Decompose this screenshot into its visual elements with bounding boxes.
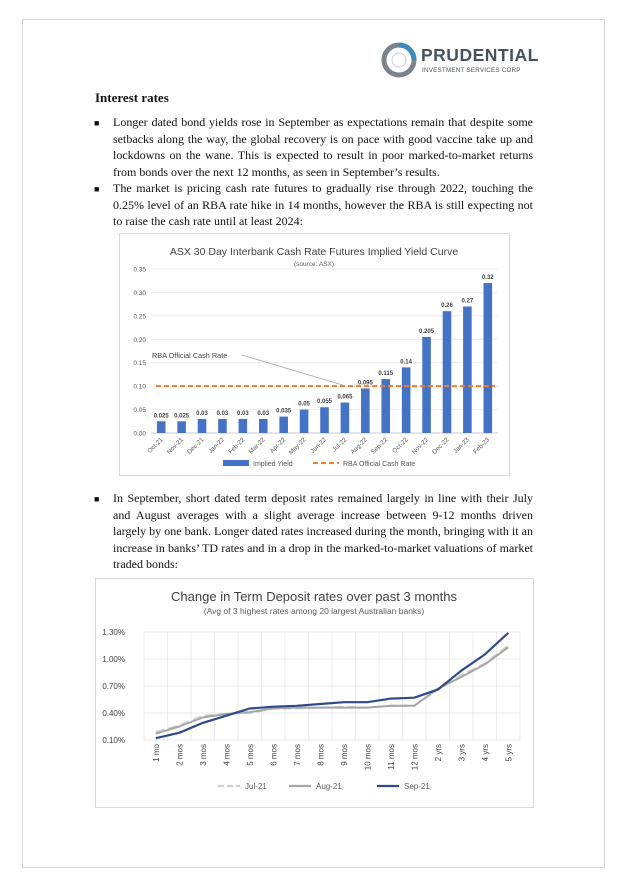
chart1-legend-implied: Implied Yield <box>253 461 293 468</box>
chart1-bar <box>279 417 288 433</box>
chart1-bar <box>300 410 309 433</box>
chart1-y-tick-label: 0.35 <box>133 266 146 274</box>
chart1-x-tick-label: Mar-22 <box>247 436 267 456</box>
chart1-bar <box>341 403 350 433</box>
chart1-x-tick-label: Nov-22 <box>410 436 430 456</box>
chart1-bar <box>361 388 370 433</box>
chart2-y-tick-label: 0.10% <box>102 736 125 745</box>
chart1-data-label: 0.035 <box>276 408 292 415</box>
chart2-y-tick-label: 1.30% <box>102 628 125 637</box>
chart1-data-label: 0.115 <box>378 371 394 378</box>
chart1-bar <box>157 421 166 433</box>
cash-rate-futures-chart <box>119 233 510 476</box>
chart1-legend-rba: RBA Official Cash Rate <box>343 461 416 468</box>
chart1-bar <box>402 367 411 433</box>
chart1-data-label: 0.32 <box>481 275 494 282</box>
chart1-data-label: 0.03 <box>216 410 229 417</box>
chart2-x-tick-label: 4 mos <box>222 744 232 766</box>
logo-name: PRUDENTIAL <box>421 45 539 65</box>
chart2-x-tick-label: 1 mo <box>151 744 161 762</box>
term-deposit-chart <box>95 578 534 808</box>
chart2-legend-jul-21: Jul-21 <box>245 782 267 791</box>
bullet-marker: ■ <box>94 184 100 194</box>
chart1-y-tick-label: 0.20 <box>133 336 146 344</box>
logo-ring-icon <box>381 42 417 78</box>
bullet-marker: ■ <box>94 494 100 504</box>
chart1-annotation-leader <box>242 355 343 385</box>
chart2-x-tick-label: 12 mos <box>410 744 420 771</box>
chart1-x-tick-label: May-22 <box>287 436 308 457</box>
chart2-x-tick-label: 7 mos <box>292 744 302 766</box>
chart2-x-tick-label: 2 yrs <box>433 744 443 762</box>
chart1-bar <box>443 311 452 433</box>
chart1-x-tick-label: Aug-22 <box>349 436 369 456</box>
chart1-bar <box>381 379 390 433</box>
paragraph-term-deposits: In September, short dated term deposit rates remained largely in line with their July and August averages with a slight average increase between 9-12 months driven largely by one bank. Longer dated rates increased during the month, bringing with it an increase in banks’ TD rates and in a drop in the marked-to-market valuations of market traded bonds: <box>113 491 533 572</box>
chart1-subtitle: (source: ASX) <box>293 261 335 268</box>
chart1-x-tick-label: Sep-22 <box>369 436 390 456</box>
chart1-x-tick-label: Nov-21 <box>165 436 186 456</box>
chart1-data-label: 0.095 <box>357 380 373 387</box>
chart1-x-tick-label: Jan-23 <box>452 436 471 456</box>
chart2-x-tick-label: 6 mos <box>269 744 279 766</box>
chart2-x-tick-label: 5 mos <box>245 744 255 766</box>
chart2-title: Change in Term Deposit rates over past 3 months <box>171 589 457 604</box>
paragraph-bond-yields: Longer dated bond yields rose in September as expectations remain that despite some setbacks along the way, the global recovery is on pace with good vaccine take up and lockdowns on the wane. This is expected to result in poor marked-to-market returns from bonds over the next 12 months, as seen in September’s results. <box>113 115 533 179</box>
chart1-data-label: 0.065 <box>337 394 353 401</box>
chart1-bar <box>422 337 431 433</box>
chart2-x-tick-label: 5 yrs <box>504 744 514 762</box>
chart1-data-label: 0.03 <box>257 410 270 417</box>
chart1-x-tick-label: Dec-21 <box>186 436 206 456</box>
chart2-legend-aug-21: Aug-21 <box>316 782 342 791</box>
term-deposit-chart-svg <box>96 579 533 807</box>
chart1-bar <box>320 407 329 433</box>
chart1-bar <box>463 306 472 433</box>
chart2-x-tick-label: 2 mos <box>175 744 185 766</box>
chart2-legend-sep-21: Sep-21 <box>404 782 430 791</box>
cash-rate-futures-chart-svg <box>120 234 509 475</box>
chart2-subtitle: (Avg of 3 highest rates among 20 largest Australian banks) <box>203 606 425 616</box>
chart1-y-tick-label: 0.30 <box>133 289 146 297</box>
chart1-data-label: 0.14 <box>400 359 412 366</box>
chart1-x-tick-label: Oct-21 <box>146 436 165 455</box>
chart2-x-tick-label: 9 mos <box>339 744 349 766</box>
chart1-x-tick-label: Apr-22 <box>268 436 288 455</box>
chart1-data-label: 0.05 <box>298 401 310 408</box>
chart1-data-label: 0.03 <box>237 410 249 417</box>
chart1-bar <box>239 419 248 433</box>
chart1-x-tick-label: Jul-22 <box>331 436 349 454</box>
company-logo <box>381 42 541 84</box>
chart2-x-tick-label: 10 mos <box>363 744 373 771</box>
chart1-legend-swatch-implied <box>223 460 249 466</box>
chart1-y-tick-label: 0.10 <box>133 383 146 391</box>
chart1-y-tick-label: 0.00 <box>133 430 146 438</box>
chart1-bar <box>198 419 207 433</box>
bullet-marker: ■ <box>94 118 100 128</box>
chart1-data-label: 0.055 <box>316 399 333 406</box>
chart1-x-tick-label: Feb-22 <box>227 436 247 456</box>
chart1-x-tick-label: Jan-22 <box>207 436 226 456</box>
chart2-x-tick-label: 4 yrs <box>480 744 490 762</box>
chart2-x-tick-label: 3 mos <box>198 744 208 766</box>
chart1-data-label: 0.205 <box>419 328 435 335</box>
chart1-data-label: 0.025 <box>174 413 190 420</box>
chart1-data-label: 0.03 <box>196 410 208 417</box>
section-title: Interest rates <box>95 90 169 105</box>
chart1-x-tick-label: Dec-22 <box>431 436 451 456</box>
chart2-y-tick-label: 0.40% <box>102 709 125 718</box>
chart1-data-label: 0.26 <box>441 303 453 310</box>
chart1-title: ASX 30 Day Interbank Cash Rate Futures Implied Yield Curve <box>169 246 459 258</box>
chart1-bar <box>218 419 227 433</box>
chart1-bar <box>259 419 268 433</box>
chart1-x-tick-label: Oct-22 <box>391 436 410 455</box>
chart2-x-tick-label: 8 mos <box>316 744 326 766</box>
chart1-y-tick-label: 0.05 <box>133 407 146 415</box>
chart2-y-tick-label: 1.00% <box>102 655 125 664</box>
chart2-y-tick-label: 0.70% <box>102 682 125 691</box>
chart2-x-tick-label: 3 yrs <box>457 744 467 762</box>
chart1-x-tick-label: Feb-23 <box>472 436 492 456</box>
chart2-x-tick-label: 11 mos <box>386 744 396 770</box>
chart1-data-label: 0.025 <box>153 413 169 420</box>
chart1-bar <box>484 283 493 433</box>
chart1-data-label: 0.27 <box>461 298 474 305</box>
chart1-y-tick-label: 0.25 <box>133 313 146 321</box>
paragraph-cash-rate-futures: The market is pricing cash rate futures to gradually rise through 2022, touching the 0.25% level of an RBA rate hike in 14 months, however the RBA is still expecting not to raise the cash rate until at least 2024: <box>113 181 533 229</box>
logo-subtitle: INVESTMENT SERVICES CORP <box>422 67 521 74</box>
chart1-bar <box>177 421 186 433</box>
chart1-annotation: RBA Official Cash Rate <box>152 351 228 360</box>
chart1-y-tick-label: 0.15 <box>133 360 146 368</box>
chart1-x-tick-label: Jun-22 <box>309 436 328 456</box>
